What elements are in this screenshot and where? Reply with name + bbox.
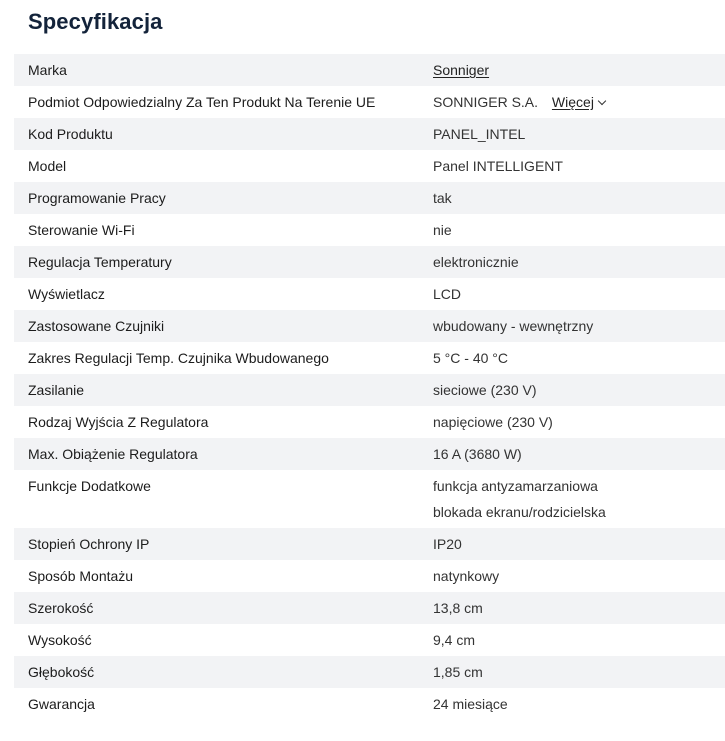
spec-label: Zakres Regulacji Temp. Czujnika Wbudowanego	[28, 350, 329, 366]
spec-value: natynkowy	[433, 568, 500, 584]
spec-row	[14, 214, 725, 246]
spec-value: Panel INTELLIGENT	[433, 158, 563, 174]
brand-link[interactable]: Sonniger	[433, 62, 490, 78]
spec-row	[14, 374, 725, 406]
spec-row	[14, 406, 725, 438]
spec-row	[14, 278, 725, 310]
spec-value: SONNIGER S.A.	[433, 94, 539, 110]
spec-row	[14, 438, 725, 470]
spec-value: 5 °C - 40 °C	[433, 350, 508, 366]
spec-label: Wyświetlacz	[28, 286, 105, 302]
spec-value: 9,4 cm	[433, 632, 476, 648]
spec-row	[14, 118, 725, 150]
specification-table	[14, 54, 725, 720]
spec-value: sieciowe (230 V)	[433, 382, 537, 398]
chevron-down-icon	[598, 97, 606, 105]
spec-value: wbudowany - wewnętrzny	[433, 318, 594, 334]
spec-value: IP20	[433, 536, 462, 552]
spec-value: 24 miesiące	[433, 696, 508, 712]
spec-label: Programowanie Pracy	[28, 190, 166, 206]
spec-label: Funkcje Dodatkowe	[28, 478, 151, 494]
spec-row-brand	[14, 54, 725, 86]
spec-label: Max. Obiążenie Regulatora	[28, 446, 198, 462]
spec-row	[14, 624, 725, 656]
spec-row	[14, 310, 725, 342]
spec-label: Wysokość	[28, 632, 92, 648]
spec-label: Podmiot Odpowiedzialny Za Ten Produkt Na Terenie UE	[28, 94, 376, 110]
spec-label: Zasilanie	[28, 382, 85, 398]
spec-value: tak	[433, 190, 452, 206]
spec-row-responsible-entity	[14, 86, 725, 118]
spec-value: 1,85 cm	[433, 664, 483, 680]
spec-label: Zastosowane Czujniki	[28, 318, 165, 334]
spec-value-list	[433, 473, 725, 525]
spec-label: Sposób Montażu	[28, 568, 134, 584]
section-title: Specyfikacja	[28, 9, 163, 34]
spec-row	[14, 688, 725, 720]
spec-label: Sterowanie Wi-Fi	[28, 222, 135, 238]
spec-label: Model	[28, 158, 67, 174]
spec-value: 16 A (3680 W)	[433, 446, 522, 462]
spec-row-additional-functions	[14, 470, 725, 528]
spec-label: Regulacja Temperatury	[28, 254, 172, 270]
spec-label: Szerokość	[28, 600, 94, 616]
spec-label: Rodzaj Wyjścia Z Regulatora	[28, 414, 209, 430]
spec-row	[14, 150, 725, 182]
spec-value: 13,8 cm	[433, 600, 483, 616]
spec-label: Marka	[28, 62, 67, 78]
more-button[interactable]	[552, 94, 605, 110]
spec-row	[14, 182, 725, 214]
spec-label: Kod Produktu	[28, 126, 113, 142]
spec-row	[14, 528, 725, 560]
spec-label: Gwarancja	[28, 696, 95, 712]
spec-row	[14, 246, 725, 278]
spec-row	[14, 560, 725, 592]
spec-value: napięciowe (230 V)	[433, 414, 553, 430]
spec-value: nie	[433, 222, 452, 238]
spec-value: PANEL_INTEL	[433, 126, 526, 142]
spec-label: Głębokość	[28, 664, 95, 680]
spec-value-item: blokada ekranu/rodzicielska	[433, 504, 606, 520]
spec-value-item: funkcja antyzamarzaniowa	[433, 478, 598, 494]
spec-row	[14, 592, 725, 624]
spec-value: LCD	[433, 286, 462, 302]
spec-row	[14, 656, 725, 688]
more-label: Więcej	[551, 94, 594, 110]
spec-label: Stopień Ochrony IP	[28, 536, 150, 552]
spec-row	[14, 342, 725, 374]
spec-value: elektronicznie	[433, 254, 519, 270]
